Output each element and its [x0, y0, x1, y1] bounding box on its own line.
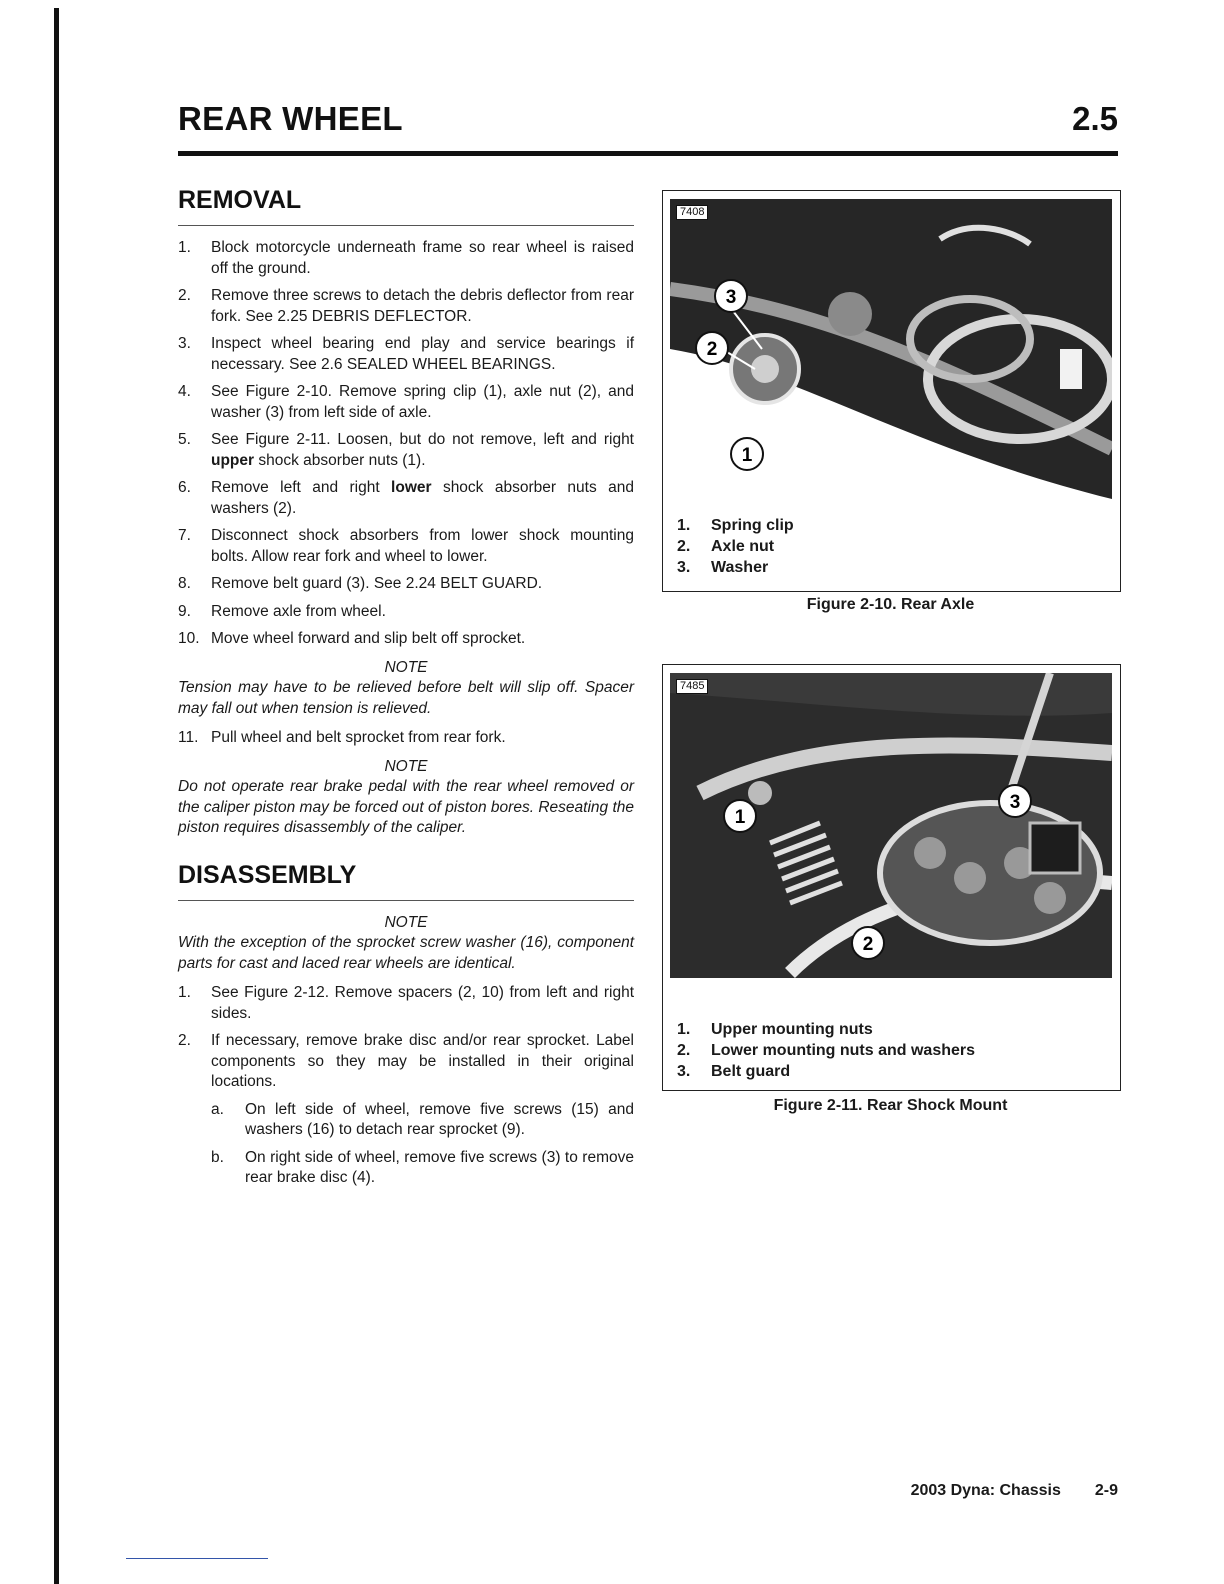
list-item: 2. If necessary, remove brake disc and/or rear sprocket. Label components so they may be installed in their original locations. [178, 1032, 634, 1090]
rear-axle-photo [670, 199, 1112, 511]
disassembly-heading: DISASSEMBLY [178, 860, 357, 889]
disassembly-rule [178, 900, 634, 901]
footer-divider [126, 1558, 268, 1559]
callout-1 [724, 800, 756, 832]
legend-item: 3. Washer [677, 559, 769, 576]
callout-3 [715, 280, 747, 312]
footer-page-number: 2-9 [1094, 1482, 1118, 1499]
svg-text:3: 3 [1009, 792, 1021, 813]
note-text: Tension may have to be relieved before belt will slip off. Spacer may fall out when tension is relieved. [178, 679, 634, 717]
photo-id: 7485 [676, 679, 708, 694]
removal-steps-continued [178, 728, 634, 749]
list-item: 3. Inspect wheel bearing end play and service bearings if necessary. See 2.6 SEALED WHEEL BEARINGS. [178, 335, 634, 373]
svg-text:3: 3 [725, 287, 737, 308]
list-item: 7. Disconnect shock absorbers from lower shock mounting bolts. Allow rear fork and wheel to lower. [178, 527, 634, 565]
removal-rule [178, 225, 634, 226]
figure-caption: Figure 2-10. Rear Axle [806, 596, 975, 613]
section-title: REAR WHEEL [178, 100, 403, 137]
note-label: NOTE [384, 757, 428, 775]
note-label: NOTE [384, 658, 428, 676]
list-item: 2. Remove three screws to detach the debris deflector from rear fork. See 2.25 DEBRIS DEFLECTOR. [178, 287, 634, 325]
list-item: 1. Block motorcycle underneath frame so rear wheel is raised off the ground. [178, 239, 634, 277]
disassembly-steps [178, 983, 634, 1093]
legend-item: 2. Lower mounting nuts and washers [677, 1042, 976, 1059]
list-item: 6. Remove left and right lower shock absorber nuts and washers (2). [178, 479, 634, 517]
left-column [178, 184, 634, 1196]
note-text: With the exception of the sprocket screw washer (16), component parts for cast and laced rear wheels are identical. [178, 934, 634, 972]
svg-text:2: 2 [706, 339, 718, 360]
callout-3 [999, 785, 1031, 817]
svg-text:1: 1 [741, 445, 753, 466]
header-rule [178, 151, 1118, 156]
page-binding-edge [54, 8, 59, 1584]
list-item: 10. Move wheel forward and slip belt off sprocket. [178, 630, 526, 647]
figure-rear-shock-mount [662, 664, 1121, 1091]
svg-text:2: 2 [862, 934, 874, 955]
removal-heading: REMOVAL [178, 186, 302, 214]
figure-legend [677, 515, 794, 578]
figure-legend [677, 1019, 975, 1082]
list-item: 1. See Figure 2-12. Remove spacers (2, 10) from left and right sides. [178, 984, 634, 1022]
removal-steps [178, 238, 634, 650]
svg-text:1: 1 [734, 807, 746, 828]
page-header [178, 100, 1118, 146]
photo-id: 7408 [676, 205, 708, 220]
legend-item: 3. Belt guard [677, 1063, 791, 1080]
list-item: 4. See Figure 2-10. Remove spring clip (1), axle nut (2), and washer (3) from left side of axle. [178, 383, 634, 421]
footer-document-title: 2003 Dyna: Chassis [910, 1482, 1061, 1499]
note-text: Do not operate rear brake pedal with the rear wheel removed or the caliper piston may be forced out of piston bores. Reseating the piston requires disassembly of the caliper. [178, 778, 634, 836]
legend-item: 1. Upper mounting nuts [677, 1021, 873, 1038]
list-item: 11. Pull wheel and belt sprocket from rear fork. [178, 729, 506, 746]
list-item: 5. See Figure 2-11. Loosen, but do not remove, left and right upper shock absorber nuts (1). [178, 431, 634, 469]
sub-list-item: a. On left side of wheel, remove five screws (15) and washers (16) to detach rear sprocket (9). [211, 1100, 634, 1138]
figure-rear-axle [662, 190, 1121, 592]
callout-2 [696, 332, 728, 364]
callout-1 [731, 438, 763, 470]
callout-2 [852, 927, 884, 959]
page-footer [911, 1482, 1118, 1500]
note-label: NOTE [384, 913, 428, 931]
list-item: 8. Remove belt guard (3). See 2.24 BELT GUARD. [178, 575, 543, 592]
list-item: 9. Remove axle from wheel. [178, 602, 386, 620]
figure-caption: Figure 2-11. Rear Shock Mount [773, 1097, 1008, 1114]
sub-list-item: b. On right side of wheel, remove five screws (3) to remove rear brake disc (4). [211, 1148, 634, 1186]
legend-item: 1. Spring clip [677, 517, 794, 534]
rear-shock-photo [670, 673, 1112, 978]
section-number: 2.5 [1072, 100, 1118, 137]
legend-item: 2. Axle nut [677, 538, 775, 555]
